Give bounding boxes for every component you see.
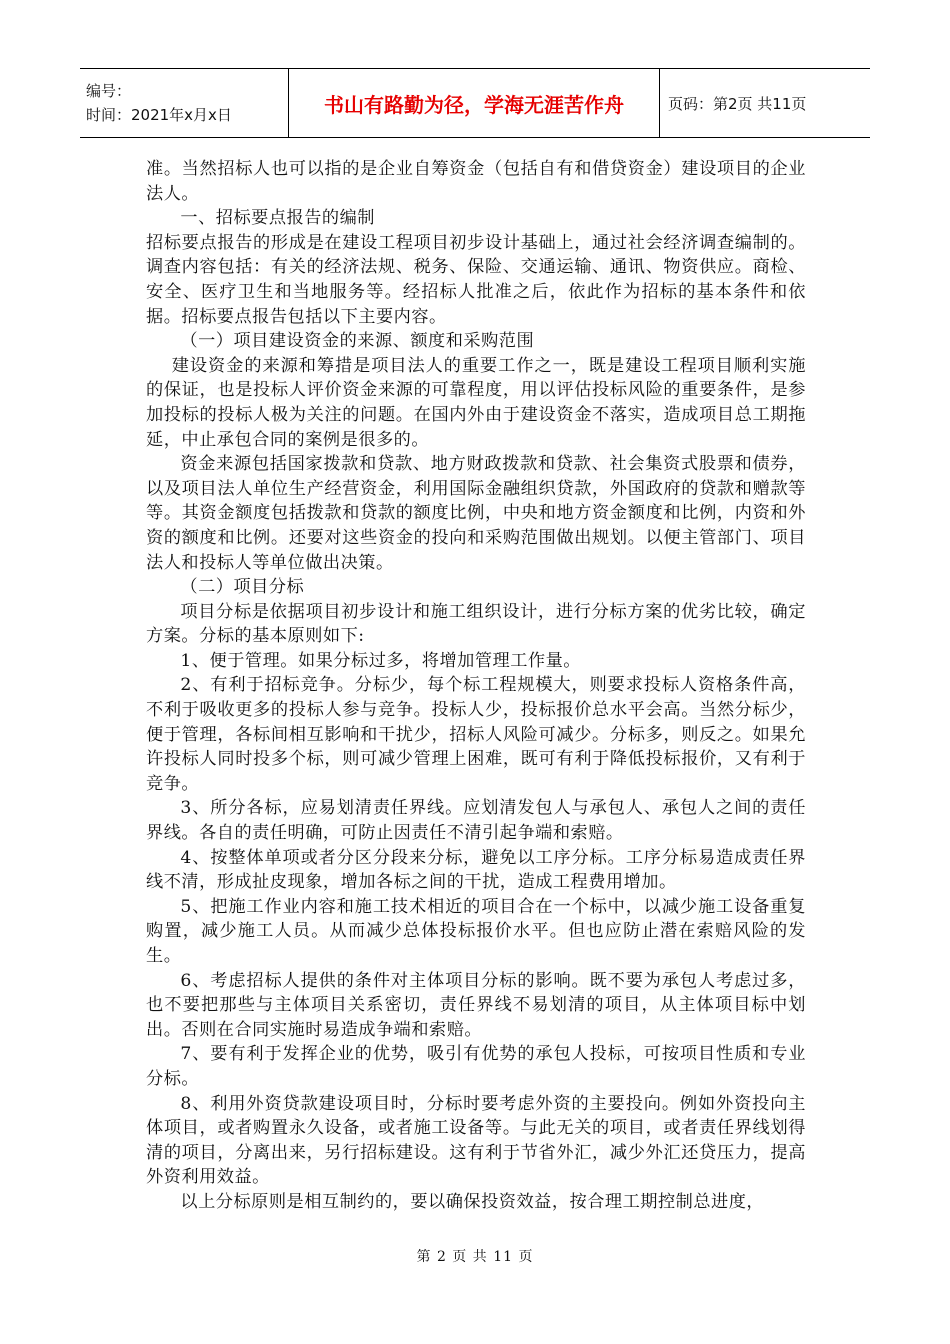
body-paragraph: 资金来源包括国家拨款和贷款、地方财政拨款和贷款、社会集资式股票和债券，以及项目法人单位生产经营资金，利用国际金融组织贷款，外国政府的贷款和赠款等等。其资金额度包括拨款和贷款的额度比例，中央和地方资金额度和比例，内资和外资的额度和比例。还要对这些资金的投向和采购范围做出规划。以便主管部门、项目法人和投标人等单位做出决策。 (146, 454, 806, 573)
doc-number-label: 编号： (86, 82, 132, 100)
header-page-info: 页码：第2页 共11页 (668, 94, 807, 113)
body-paragraph: 7、要有利于发挥企业的优势，吸引有优势的承包人投标，可按项目性质和专业分标。 (146, 1044, 806, 1089)
body-paragraph: 准。当然招标人也可以指的是企业自筹资金（包括自有和借贷资金）建设项目的企业法人。 (146, 159, 806, 204)
body-paragraph: 招标要点报告的形成是在建设工程项目初步设计基础上，通过社会经济调查编制的。调查内容包括：有关的经济法规、税务、保险、交通运输、通讯、物资供应。商检、安全、医疗卫生和当地服务等。经招标人批准之后，依此作为招标的基本条件和依据。招标要点报告包括以下主要内容。 (146, 232, 806, 327)
section-heading: 一、招标要点报告的编制 (180, 208, 375, 229)
page-header (80, 68, 870, 138)
body-paragraph: 3、所分各标，应易划清责任界线。应划清发包人与承包人、承包人之间的责任界线。各自的责任明确，可防止因责任不清引起争端和索赔。 (146, 798, 806, 844)
body-paragraph: 以上分标原则是相互制约的，要以确保投资效益，按合理工期控制总进度， (180, 1191, 765, 1212)
header-meta (80, 69, 289, 137)
section-heading: （一）项目建设资金的来源、额度和采购范围 (180, 331, 535, 352)
body-paragraph: 项目分标是依据项目初步设计和施工组织设计，进行分标方案的优劣比较，确定方案。分标的基本原则如下: (146, 601, 806, 647)
doc-date-label: 时间：2021年x月x日 (86, 106, 232, 124)
body-paragraph: 建设资金的来源和筹措是项目法人的重要工作之一，既是建设工程项目顺利实施的保证，也是投标人评价资金来源的可靠程度，用以评估投标风险的重要条件，是参加投标的投标人极为关注的问题。在国内外由于建设资金不落实，造成项目总工期拖延，中止承包合同的案例是很多的。 (146, 355, 806, 450)
body-paragraph: 4、按整体单项或者分区分段来分标，避免以工序分标。工序分标易造成责任界线不清，形成扯皮现象，增加各标之间的干扰，造成工程费用增加。 (146, 847, 806, 893)
body-paragraph: 8、利用外资贷款建设项目时，分标时要考虑外资的主要投向。例如外资投向主体项目，或者购置永久设备，或者施工设备等。与此无关的项目，或者责任界线划得清的项目，分离出来，另行招标建设。这有利于节省外汇，减少外汇还贷压力，提高外资利用效益。 (146, 1093, 806, 1188)
body-paragraph: 6、考虑招标人提供的条件对主体项目分标的影响。既不要为承包人考虑过多，也不要把那些与主体项目关系密切，责任界线不易划清的项目，从主体项目标中划出。否则在合同实施时易造成争端和索赔。 (146, 970, 806, 1040)
section-heading: （二）项目分标 (180, 577, 305, 598)
body-paragraph: 5、把施工作业内容和施工技术相近的项目合在一个标中，以减少施工设备重复购置，减少施工人员。从而减少总体投标报价水平。但也应防止潜在索赔风险的发生。 (146, 896, 806, 966)
body-paragraph: 2、有利于招标竞争。分标少，每个标工程规模大，则要求投标人资格条件高，不利于吸收更多的投标人参与竞争。投标人少，投标报价总水平会高。当然分标少，便于管理，各标间相互影响和干扰少，招标人风险可减少。分标多，则反之。如果允许投标人同时投多个标，则可减少管理上困难，既可有利于降低投标报价，又有利于竞争。 (146, 675, 806, 794)
header-motto: 书山有路勤为径，学海无涯苦作舟 (289, 69, 660, 137)
body-paragraph: 1、便于管理。如果分标过多，将增加管理工作量。 (180, 650, 581, 671)
document-body (146, 157, 806, 1215)
page-footer: 第 2 页 共 11 页 (416, 1249, 534, 1265)
